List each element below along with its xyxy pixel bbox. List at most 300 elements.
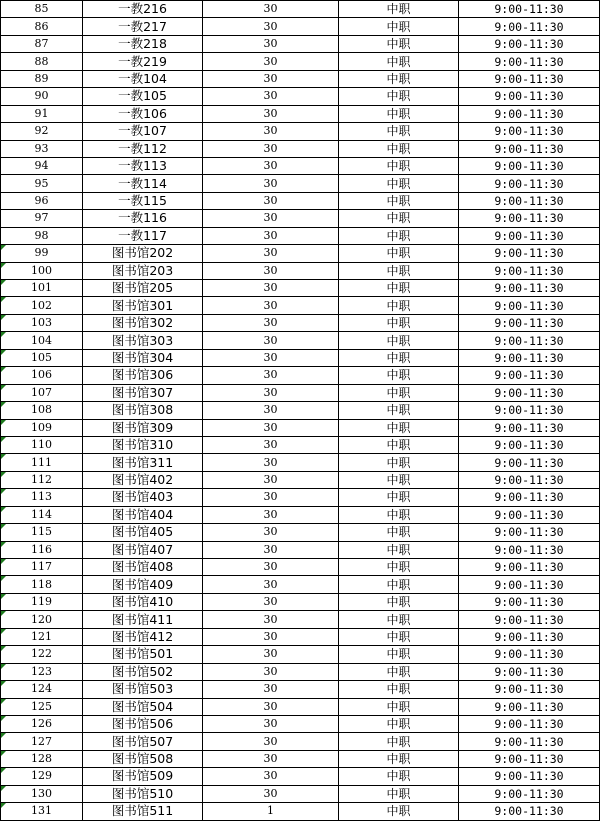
category-cell[interactable] xyxy=(339,314,459,331)
time-value: 9:00-11:30 xyxy=(494,717,564,732)
capacity-cell[interactable] xyxy=(203,227,339,244)
time-cell[interactable] xyxy=(459,227,600,244)
category-cell[interactable] xyxy=(339,506,459,523)
room-cell[interactable] xyxy=(83,192,203,209)
row-number-cell[interactable] xyxy=(1,227,83,244)
time-cell[interactable] xyxy=(459,768,600,785)
capacity-cell[interactable] xyxy=(203,70,339,87)
capacity-cell[interactable] xyxy=(203,628,339,645)
table-row[interactable] xyxy=(1,646,600,663)
row-number-cell[interactable] xyxy=(1,70,83,87)
category-cell[interactable] xyxy=(339,419,459,436)
capacity-cell[interactable] xyxy=(203,262,339,279)
table-row[interactable] xyxy=(1,210,600,227)
room-cell[interactable] xyxy=(83,803,203,820)
capacity-cell[interactable] xyxy=(203,681,339,698)
capacity-cell[interactable] xyxy=(203,506,339,523)
time-cell[interactable] xyxy=(459,489,600,506)
room-cell[interactable] xyxy=(83,698,203,715)
room-cell[interactable] xyxy=(83,262,203,279)
category-cell[interactable] xyxy=(339,349,459,366)
category-cell[interactable] xyxy=(339,768,459,785)
category-cell[interactable] xyxy=(339,611,459,628)
category-cell[interactable] xyxy=(339,576,459,593)
capacity-cell[interactable] xyxy=(203,559,339,576)
row-number-cell[interactable] xyxy=(1,210,83,227)
capacity-cell[interactable] xyxy=(203,489,339,506)
category-cell[interactable] xyxy=(339,245,459,262)
capacity-cell[interactable] xyxy=(203,88,339,105)
table-row[interactable] xyxy=(1,524,600,541)
room-cell[interactable] xyxy=(83,559,203,576)
table-row[interactable] xyxy=(1,768,600,785)
room-cell[interactable] xyxy=(83,628,203,645)
capacity-cell[interactable] xyxy=(203,471,339,488)
category-cell[interactable] xyxy=(339,18,459,35)
time-cell[interactable] xyxy=(459,506,600,523)
room-cell[interactable] xyxy=(83,489,203,506)
category-value: 中职 xyxy=(386,786,411,801)
capacity-cell[interactable] xyxy=(203,402,339,419)
time-cell[interactable] xyxy=(459,803,600,820)
row-number-cell[interactable] xyxy=(1,280,83,297)
time-cell[interactable] xyxy=(459,297,600,314)
time-cell[interactable] xyxy=(459,35,600,52)
capacity-cell[interactable] xyxy=(203,123,339,140)
room-cell[interactable] xyxy=(83,611,203,628)
room-cell[interactable] xyxy=(83,105,203,122)
cell-marker-icon xyxy=(1,385,6,390)
capacity-cell[interactable] xyxy=(203,698,339,715)
category-cell[interactable] xyxy=(339,785,459,802)
capacity-cell[interactable] xyxy=(203,192,339,209)
table-row[interactable] xyxy=(1,1,600,18)
category-cell[interactable] xyxy=(339,262,459,279)
category-value: 中职 xyxy=(386,228,411,243)
capacity-cell[interactable] xyxy=(203,524,339,541)
category-cell[interactable] xyxy=(339,105,459,122)
capacity-cell[interactable] xyxy=(203,297,339,314)
table-row[interactable] xyxy=(1,681,600,698)
capacity-cell[interactable] xyxy=(203,646,339,663)
room-cell[interactable] xyxy=(83,314,203,331)
capacity-cell[interactable] xyxy=(203,541,339,558)
time-cell[interactable] xyxy=(459,18,600,35)
time-cell[interactable] xyxy=(459,419,600,436)
row-number-cell[interactable] xyxy=(1,611,83,628)
capacity-cell[interactable] xyxy=(203,803,339,820)
time-cell[interactable] xyxy=(459,175,600,192)
time-cell[interactable] xyxy=(459,733,600,750)
room-cell[interactable] xyxy=(83,663,203,680)
time-cell[interactable] xyxy=(459,1,600,18)
time-cell[interactable] xyxy=(459,384,600,401)
time-cell[interactable] xyxy=(459,524,600,541)
category-cell[interactable] xyxy=(339,524,459,541)
time-cell[interactable] xyxy=(459,245,600,262)
row-number-cell[interactable] xyxy=(1,489,83,506)
category-cell[interactable] xyxy=(339,750,459,767)
time-cell[interactable] xyxy=(459,663,600,680)
table-row[interactable] xyxy=(1,436,600,453)
capacity-cell[interactable] xyxy=(203,611,339,628)
capacity-cell[interactable] xyxy=(203,1,339,18)
time-cell[interactable] xyxy=(459,576,600,593)
row-number-cell[interactable] xyxy=(1,332,83,349)
row-number-cell[interactable] xyxy=(1,803,83,820)
time-cell[interactable] xyxy=(459,332,600,349)
room-name: 图书馆304 xyxy=(111,349,174,365)
table-row[interactable] xyxy=(1,541,600,558)
table-row[interactable] xyxy=(1,593,600,610)
room-cell[interactable] xyxy=(83,70,203,87)
room-cell[interactable] xyxy=(83,471,203,488)
category-cell[interactable] xyxy=(339,157,459,174)
time-cell[interactable] xyxy=(459,88,600,105)
row-number-cell[interactable] xyxy=(1,297,83,314)
room-cell[interactable] xyxy=(83,157,203,174)
row-number-cell[interactable] xyxy=(1,105,83,122)
table-row[interactable] xyxy=(1,506,600,523)
capacity-value: 30 xyxy=(263,525,278,539)
room-cell[interactable] xyxy=(83,506,203,523)
table-row[interactable] xyxy=(1,175,600,192)
row-number-cell[interactable] xyxy=(1,559,83,576)
category-cell[interactable] xyxy=(339,803,459,820)
category-cell[interactable] xyxy=(339,123,459,140)
room-cell[interactable] xyxy=(83,593,203,610)
capacity-cell[interactable] xyxy=(203,53,339,70)
row-number-cell[interactable] xyxy=(1,157,83,174)
table-row[interactable] xyxy=(1,192,600,209)
room-cell[interactable] xyxy=(83,245,203,262)
table-row[interactable] xyxy=(1,803,600,820)
capacity-cell[interactable] xyxy=(203,733,339,750)
category-cell[interactable] xyxy=(339,646,459,663)
room-cell[interactable] xyxy=(83,681,203,698)
time-cell[interactable] xyxy=(459,750,600,767)
category-cell[interactable] xyxy=(339,227,459,244)
row-number-cell[interactable] xyxy=(1,524,83,541)
row-number-cell[interactable] xyxy=(1,349,83,366)
category-cell[interactable] xyxy=(339,402,459,419)
category-cell[interactable] xyxy=(339,384,459,401)
row-number-cell[interactable] xyxy=(1,593,83,610)
category-cell[interactable] xyxy=(339,210,459,227)
row-number-cell[interactable] xyxy=(1,506,83,523)
room-cell[interactable] xyxy=(83,53,203,70)
capacity-cell[interactable] xyxy=(203,140,339,157)
row-number: 85 xyxy=(34,2,49,16)
category-cell[interactable] xyxy=(339,489,459,506)
capacity-cell[interactable] xyxy=(203,245,339,262)
row-number-cell[interactable] xyxy=(1,471,83,488)
capacity-cell[interactable] xyxy=(203,419,339,436)
table-row[interactable] xyxy=(1,53,600,70)
table-row[interactable] xyxy=(1,262,600,279)
table-row[interactable] xyxy=(1,733,600,750)
room-cell[interactable] xyxy=(83,35,203,52)
capacity-cell[interactable] xyxy=(203,210,339,227)
row-number-cell[interactable] xyxy=(1,750,83,767)
row-number-cell[interactable] xyxy=(1,384,83,401)
room-cell[interactable] xyxy=(83,123,203,140)
category-value: 中职 xyxy=(386,804,411,819)
capacity-cell[interactable] xyxy=(203,768,339,785)
category-cell[interactable] xyxy=(339,88,459,105)
table-row[interactable] xyxy=(1,35,600,52)
time-cell[interactable] xyxy=(459,367,600,384)
row-number-cell[interactable] xyxy=(1,733,83,750)
category-cell[interactable] xyxy=(339,628,459,645)
room-cell[interactable] xyxy=(83,88,203,105)
row-number-cell[interactable] xyxy=(1,681,83,698)
time-cell[interactable] xyxy=(459,53,600,70)
time-cell[interactable] xyxy=(459,785,600,802)
row-number-cell[interactable] xyxy=(1,262,83,279)
capacity-cell[interactable] xyxy=(203,436,339,453)
row-number: 131 xyxy=(31,804,52,818)
capacity-cell[interactable] xyxy=(203,35,339,52)
row-number-cell[interactable] xyxy=(1,698,83,715)
row-number-cell[interactable] xyxy=(1,88,83,105)
category-cell[interactable] xyxy=(339,454,459,471)
category-cell[interactable] xyxy=(339,471,459,488)
category-cell[interactable] xyxy=(339,192,459,209)
time-cell[interactable] xyxy=(459,192,600,209)
row-number-cell[interactable] xyxy=(1,367,83,384)
row-number-cell[interactable] xyxy=(1,663,83,680)
room-cell[interactable] xyxy=(83,280,203,297)
time-cell[interactable] xyxy=(459,628,600,645)
row-number-cell[interactable] xyxy=(1,785,83,802)
row-number-cell[interactable] xyxy=(1,140,83,157)
room-cell[interactable] xyxy=(83,18,203,35)
row-number-cell[interactable] xyxy=(1,646,83,663)
category-cell[interactable] xyxy=(339,698,459,715)
capacity-cell[interactable] xyxy=(203,384,339,401)
capacity-cell[interactable] xyxy=(203,367,339,384)
time-cell[interactable] xyxy=(459,698,600,715)
capacity-cell[interactable] xyxy=(203,750,339,767)
time-cell[interactable] xyxy=(459,280,600,297)
table-row[interactable] xyxy=(1,715,600,732)
row-number-cell[interactable] xyxy=(1,53,83,70)
row-number-cell[interactable] xyxy=(1,419,83,436)
capacity-cell[interactable] xyxy=(203,332,339,349)
capacity-cell[interactable] xyxy=(203,593,339,610)
room-cell[interactable] xyxy=(83,785,203,802)
room-cell[interactable] xyxy=(83,733,203,750)
time-cell[interactable] xyxy=(459,559,600,576)
table-row[interactable] xyxy=(1,140,600,157)
capacity-cell[interactable] xyxy=(203,314,339,331)
room-name: 图书馆508 xyxy=(111,751,174,767)
category-value: 中职 xyxy=(386,629,411,644)
row-number-cell[interactable] xyxy=(1,314,83,331)
table-row[interactable] xyxy=(1,280,600,297)
table-row[interactable] xyxy=(1,785,600,802)
category-cell[interactable] xyxy=(339,1,459,18)
room-cell[interactable] xyxy=(83,297,203,314)
capacity-cell[interactable] xyxy=(203,349,339,366)
row-number-cell[interactable] xyxy=(1,245,83,262)
category-cell[interactable] xyxy=(339,280,459,297)
time-cell[interactable] xyxy=(459,402,600,419)
capacity-cell[interactable] xyxy=(203,715,339,732)
row-number-cell[interactable] xyxy=(1,628,83,645)
room-cell[interactable] xyxy=(83,454,203,471)
table-row[interactable] xyxy=(1,349,600,366)
time-cell[interactable] xyxy=(459,646,600,663)
row-number: 88 xyxy=(34,54,49,68)
time-cell[interactable] xyxy=(459,314,600,331)
room-cell[interactable] xyxy=(83,210,203,227)
room-cell[interactable] xyxy=(83,715,203,732)
time-cell[interactable] xyxy=(459,715,600,732)
row-number-cell[interactable] xyxy=(1,402,83,419)
time-cell[interactable] xyxy=(459,262,600,279)
capacity-cell[interactable] xyxy=(203,157,339,174)
table-row[interactable] xyxy=(1,471,600,488)
room-cell[interactable] xyxy=(83,768,203,785)
room-cell[interactable] xyxy=(83,750,203,767)
time-cell[interactable] xyxy=(459,349,600,366)
time-cell[interactable] xyxy=(459,210,600,227)
category-cell[interactable] xyxy=(339,175,459,192)
row-number-cell[interactable] xyxy=(1,1,83,18)
table-row[interactable] xyxy=(1,611,600,628)
time-cell[interactable] xyxy=(459,157,600,174)
category-cell[interactable] xyxy=(339,297,459,314)
time-cell[interactable] xyxy=(459,140,600,157)
row-number-cell[interactable] xyxy=(1,192,83,209)
time-cell[interactable] xyxy=(459,681,600,698)
category-cell[interactable] xyxy=(339,715,459,732)
row-number-cell[interactable] xyxy=(1,454,83,471)
time-cell[interactable] xyxy=(459,105,600,122)
table-row[interactable] xyxy=(1,559,600,576)
category-cell[interactable] xyxy=(339,140,459,157)
room-cell[interactable] xyxy=(83,140,203,157)
row-number: 96 xyxy=(34,194,49,208)
table-row[interactable] xyxy=(1,384,600,401)
table-row[interactable] xyxy=(1,18,600,35)
capacity-cell[interactable] xyxy=(203,105,339,122)
room-cell[interactable] xyxy=(83,436,203,453)
time-cell[interactable] xyxy=(459,593,600,610)
table-row[interactable] xyxy=(1,105,600,122)
row-number-cell[interactable] xyxy=(1,576,83,593)
capacity-cell[interactable] xyxy=(203,175,339,192)
cell-marker-icon xyxy=(1,280,6,285)
time-cell[interactable] xyxy=(459,123,600,140)
table-row[interactable] xyxy=(1,227,600,244)
room-cell[interactable] xyxy=(83,524,203,541)
time-cell[interactable] xyxy=(459,541,600,558)
capacity-cell[interactable] xyxy=(203,663,339,680)
table-row[interactable] xyxy=(1,454,600,471)
table-row[interactable] xyxy=(1,750,600,767)
category-cell[interactable] xyxy=(339,681,459,698)
time-cell[interactable] xyxy=(459,454,600,471)
table-row[interactable] xyxy=(1,663,600,680)
capacity-cell[interactable] xyxy=(203,454,339,471)
table-row[interactable] xyxy=(1,628,600,645)
row-number-cell[interactable] xyxy=(1,123,83,140)
row-number-cell[interactable] xyxy=(1,768,83,785)
table-row[interactable] xyxy=(1,245,600,262)
room-cell[interactable] xyxy=(83,541,203,558)
room-cell[interactable] xyxy=(83,646,203,663)
category-cell[interactable] xyxy=(339,35,459,52)
room-cell[interactable] xyxy=(83,175,203,192)
table-row[interactable] xyxy=(1,314,600,331)
room-cell[interactable] xyxy=(83,402,203,419)
category-cell[interactable] xyxy=(339,332,459,349)
room-name: 图书馆506 xyxy=(111,716,174,732)
room-cell[interactable] xyxy=(83,576,203,593)
table-row[interactable] xyxy=(1,419,600,436)
table-row[interactable] xyxy=(1,297,600,314)
category-cell[interactable] xyxy=(339,70,459,87)
table-row[interactable] xyxy=(1,698,600,715)
time-value: 9:00-11:30 xyxy=(494,350,564,365)
table-row[interactable] xyxy=(1,332,600,349)
row-number-cell[interactable] xyxy=(1,715,83,732)
row-number-cell[interactable] xyxy=(1,18,83,35)
capacity-cell[interactable] xyxy=(203,18,339,35)
table-row[interactable] xyxy=(1,402,600,419)
time-cell[interactable] xyxy=(459,611,600,628)
room-cell[interactable] xyxy=(83,227,203,244)
room-cell[interactable] xyxy=(83,1,203,18)
table-row[interactable] xyxy=(1,576,600,593)
category-cell[interactable] xyxy=(339,593,459,610)
table-row[interactable] xyxy=(1,157,600,174)
capacity-cell[interactable] xyxy=(203,576,339,593)
capacity-cell[interactable] xyxy=(203,785,339,802)
row-number-cell[interactable] xyxy=(1,175,83,192)
room-cell[interactable] xyxy=(83,419,203,436)
category-cell[interactable] xyxy=(339,663,459,680)
category-cell[interactable] xyxy=(339,541,459,558)
time-cell[interactable] xyxy=(459,436,600,453)
row-number-cell[interactable] xyxy=(1,35,83,52)
room-cell[interactable] xyxy=(83,384,203,401)
category-cell[interactable] xyxy=(339,367,459,384)
category-cell[interactable] xyxy=(339,53,459,70)
room-cell[interactable] xyxy=(83,349,203,366)
room-cell[interactable] xyxy=(83,367,203,384)
table-row[interactable] xyxy=(1,367,600,384)
time-cell[interactable] xyxy=(459,471,600,488)
room-cell[interactable] xyxy=(83,332,203,349)
category-cell[interactable] xyxy=(339,559,459,576)
category-cell[interactable] xyxy=(339,436,459,453)
table-row[interactable] xyxy=(1,88,600,105)
table-row[interactable] xyxy=(1,123,600,140)
category-cell[interactable] xyxy=(339,733,459,750)
table-row[interactable] xyxy=(1,70,600,87)
row-number-cell[interactable] xyxy=(1,436,83,453)
row-number-cell[interactable] xyxy=(1,541,83,558)
table-row[interactable] xyxy=(1,489,600,506)
category-value: 中职 xyxy=(386,664,411,679)
time-cell[interactable] xyxy=(459,70,600,87)
capacity-cell[interactable] xyxy=(203,280,339,297)
category-value: 中职 xyxy=(386,734,411,749)
